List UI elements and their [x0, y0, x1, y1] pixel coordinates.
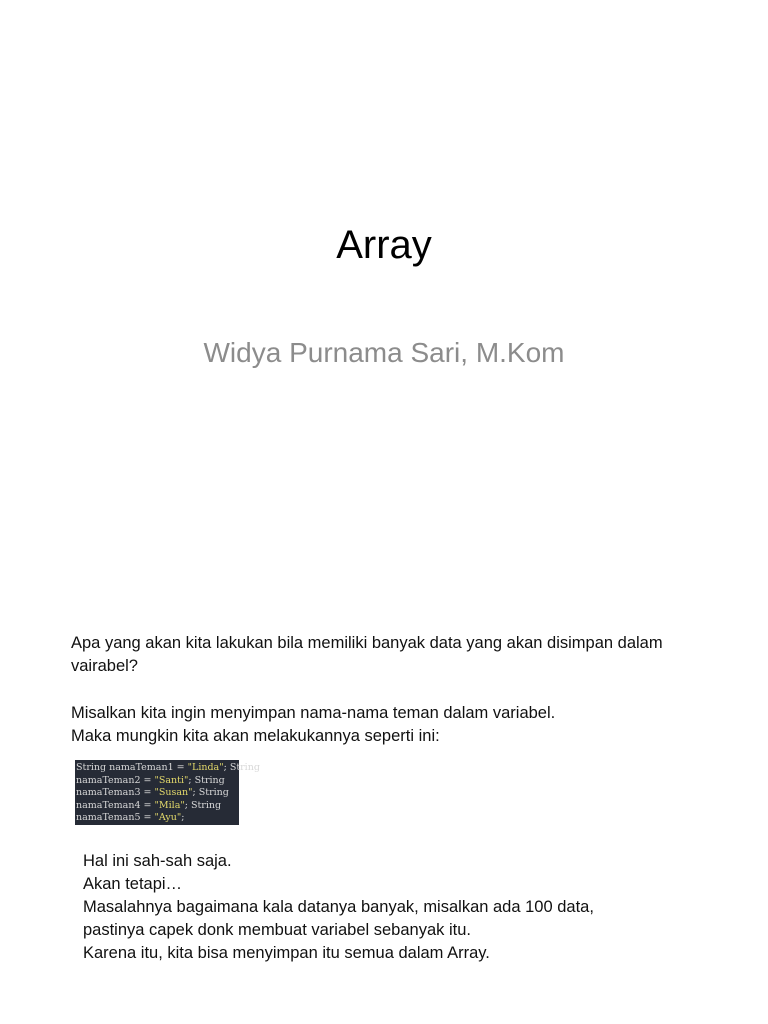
example-paragraph: [71, 702, 711, 748]
closing-line: Masalahnya bagaimana kala datanya banyak, misalkan ada 100 data,: [83, 898, 594, 916]
intro-paragraph: [71, 632, 711, 678]
content-slide: [0, 600, 768, 1024]
closing-line: Hal ini sah-sah saja.: [83, 852, 232, 870]
slide-subtitle: Widya Purnama Sari, M.Kom: [203, 337, 565, 368]
slide-title: Array: [336, 223, 432, 267]
intro-line: Apa yang akan kita lakukan bila memiliki banyak data yang akan disimpan dalam: [71, 634, 663, 652]
example-line: Maka mungkin kita akan melakukannya seperti ini:: [71, 727, 440, 745]
closing-line: Karena itu, kita bisa menyimpan itu semua dalam Array.: [83, 944, 490, 962]
code-line: String namaTeman1 = "Linda"; String: [76, 762, 260, 773]
code-line: namaTeman4 = "Mila"; String: [76, 799, 222, 811]
closing-line: Akan tetapi…: [83, 875, 183, 893]
code-line: namaTeman2 = "Santi"; String: [76, 774, 225, 786]
code-snippet-image: [75, 760, 260, 825]
example-line: Misalkan kita ingin menyimpan nama-nama teman dalam variabel.: [71, 704, 556, 722]
intro-line: vairabel?: [71, 657, 138, 675]
code-line: namaTeman5 = "Ayu";: [76, 812, 185, 823]
code-line: namaTeman3 = "Susan"; String: [76, 787, 229, 798]
closing-line: pastinya capek donk membuat variabel sebanyak itu.: [83, 921, 471, 939]
closing-paragraph: [83, 850, 723, 965]
